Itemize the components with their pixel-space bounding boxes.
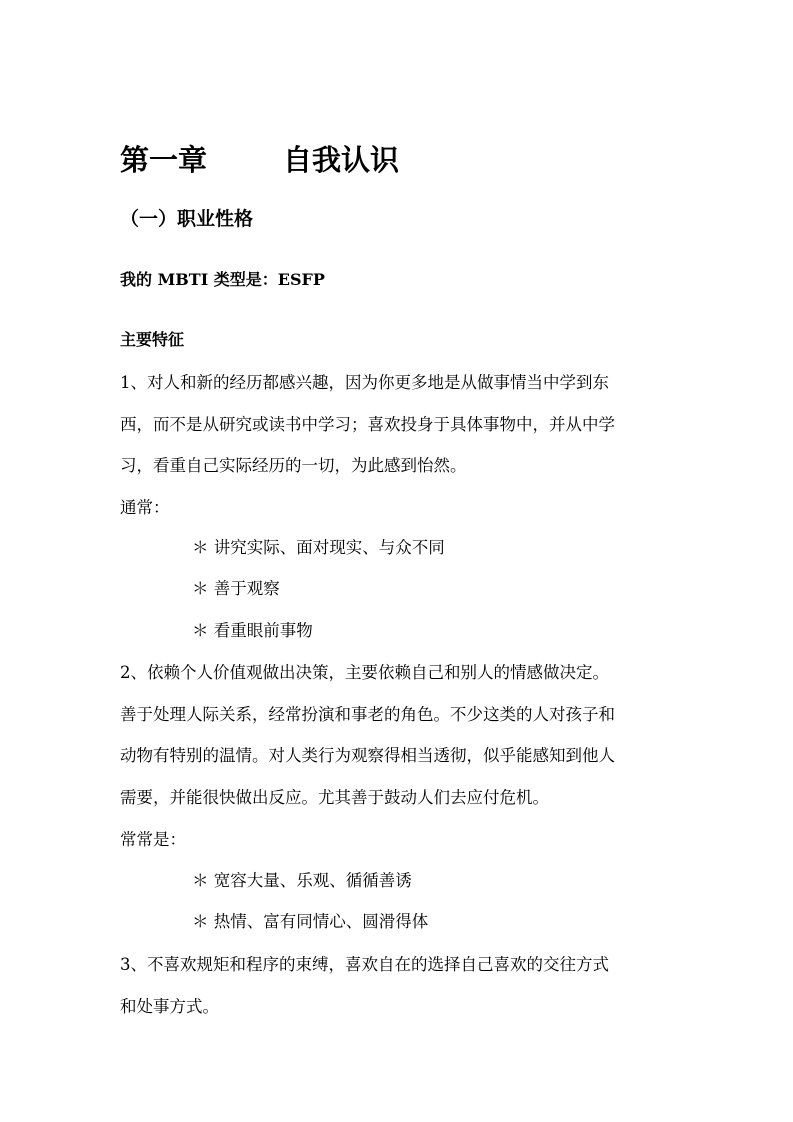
paragraph-line: 西，而不是从研究或读书中学习；喜欢投身于具体事物中，并从中学	[120, 414, 615, 434]
features-heading: 主要特征	[120, 330, 185, 349]
bullet-item: ＊ 善于观察	[192, 579, 280, 598]
paragraph-line: 善于处理人际关系，经常扮演和事老的角色。不少这类的人对孩子和	[120, 704, 615, 724]
bullet-item: ＊ 讲究实际、面对现实、与众不同	[192, 538, 445, 557]
paragraph-line: 动物有特别的温情。对人类行为观察得相当透彻，似乎能感知到他人	[120, 746, 615, 765]
bullet-item: ＊ 看重眼前事物	[192, 621, 313, 640]
paragraph-line: 1、对人和新的经历都感兴趣，因为你更多地是从做事情当中学到东	[120, 373, 609, 392]
chapter-number: 第一章	[120, 143, 208, 177]
paragraph-line: 习，看重自己实际经历的一切，为此感到怡然。	[120, 456, 467, 475]
paragraph-1	[120, 362, 676, 487]
paragraph-line: 需要，并能很快做出反应。尤其善于鼓动人们去应付危机。	[120, 787, 549, 807]
often-label: 常常是：	[120, 830, 186, 849]
bullet-item: ＊ 宽容大量、乐观、循循善诱	[192, 871, 412, 890]
paragraph-2	[120, 652, 676, 818]
paragraph-3	[120, 944, 676, 1027]
chapter-name: 自我认识	[283, 143, 400, 177]
section-title: （一）职业性格	[120, 208, 254, 230]
paragraph-line: 2、依赖个人价值观做出决策，主要依赖自己和别人的情感做决定。	[120, 663, 609, 682]
paragraph-line: 和处事方式。	[120, 996, 219, 1016]
bullet-item: ＊ 热情、富有同情心、圆滑得体	[192, 912, 429, 931]
paragraph-line: 3、不喜欢规矩和程序的束缚，喜欢自在的选择自己喜欢的交往方式	[120, 955, 609, 974]
chapter-title	[120, 140, 399, 180]
usually-label: 通常：	[120, 498, 170, 517]
mbti-type-line: 我的 MBTI 类型是：ESFP	[120, 270, 325, 289]
